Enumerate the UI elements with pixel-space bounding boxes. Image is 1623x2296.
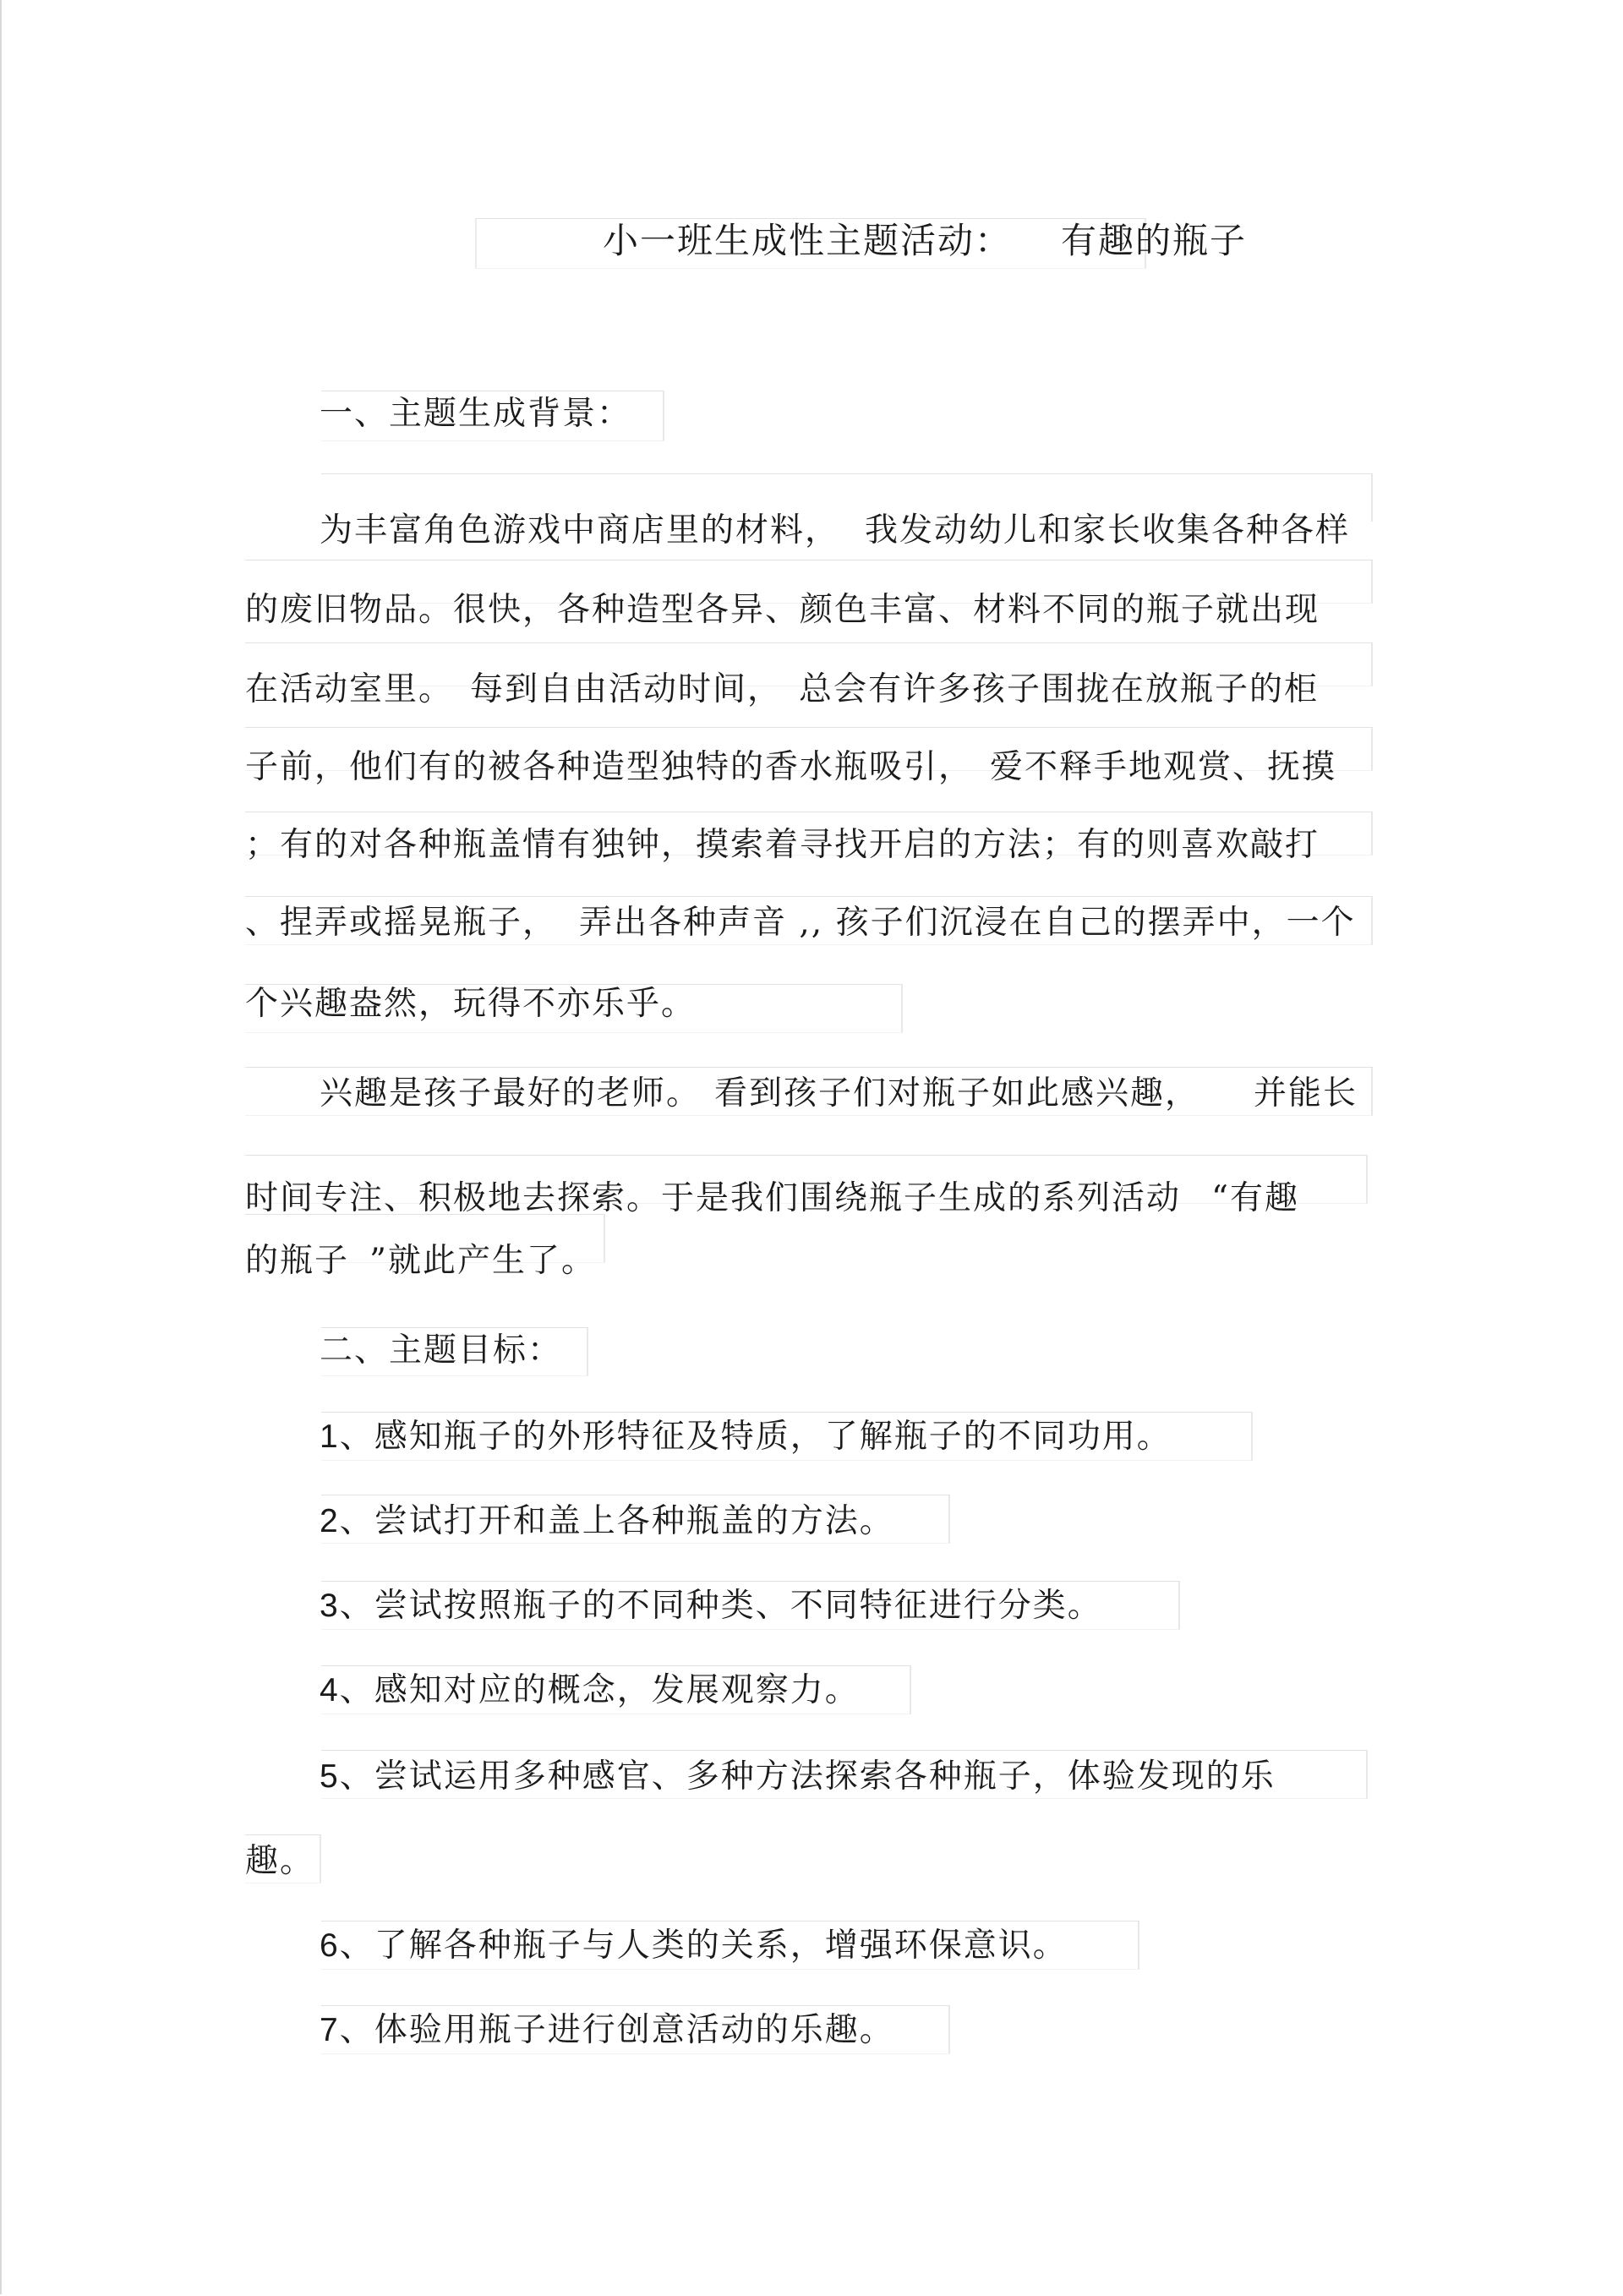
- goal-item: 4、感知对应的概念，发展观察力。: [320, 1671, 860, 1709]
- section2-heading: 二、主题目标：: [320, 1331, 563, 1369]
- paragraph-line: 个兴趣盎然，玩得不亦乐乎。: [245, 985, 697, 1023]
- goal-number: 3: [320, 1588, 338, 1624]
- goal-continuation: 趣。: [245, 1842, 315, 1880]
- goal-item: 6、了解各种瓶子与人类的关系，增强环保意识。: [320, 1927, 1068, 1965]
- goal-number: 6: [320, 1927, 338, 1964]
- goal-item: 3、尝试按照瓶子的不同种类、不同特征进行分类。: [320, 1587, 1102, 1625]
- goal-item: 7、体验用瓶子进行创意活动的乐趣。: [320, 2011, 894, 2049]
- goal-item: 2、尝试打开和盖上各种瓶盖的方法。: [320, 1502, 894, 1540]
- paragraph-line: 的废旧物品。很快，各种造型各异、颜色丰富、材料不同的瓶子就出现: [245, 591, 1320, 629]
- section1-heading: 一、主题生成背景：: [320, 395, 632, 433]
- paragraph-line: 、捏弄或摇晃瓶子， 弄出各种声音 ,, 孩子们沉浸在自己的摆弄中，一个: [245, 904, 1356, 942]
- paragraph-line: ；有的对各种瓶盖情有独钟，摸索着寻找开启的方法；有的则喜欢敲打: [245, 826, 1320, 864]
- paragraph-line: 的瓶子 ”就此产生了。: [245, 1242, 596, 1280]
- paragraph-line: 为丰富角色游戏中商店里的材料， 我发动幼儿和家长收集各种各样: [320, 511, 1351, 549]
- page-title: [603, 216, 1247, 266]
- goal-item: 1、感知瓶子的外形特征及特质，了解瓶子的不同功用。: [320, 1418, 1172, 1456]
- paragraph-line: 时间专注、积极地去探索。于是我们围绕瓶子生成的系列活动 “有趣: [245, 1179, 1299, 1217]
- paragraph-line: 在活动室里。 每到自由活动时间， 总会有许多孩子围拢在放瓶子的柜: [245, 670, 1320, 708]
- title-left: 小一班生成性主题活动：: [603, 220, 1013, 261]
- goal-number: 4: [320, 1672, 338, 1708]
- paragraph-line: 兴趣是孩子最好的老师。 看到孩子们对瓶子如此感兴趣， 并能长: [320, 1074, 1358, 1112]
- goal-number: 1: [320, 1419, 338, 1455]
- goal-number: 2: [320, 1503, 338, 1539]
- goal-item: 5、尝试运用多种感官、多种方法探索各种瓶子，体验发现的乐: [320, 1758, 1276, 1796]
- goal-number: 7: [320, 2012, 338, 2048]
- paragraph-line: 子前，他们有的被各种造型独特的香水瓶吸引， 爱不释手地观赏、抚摸: [245, 748, 1337, 786]
- title-right: 有趣的瓶子: [1061, 220, 1248, 261]
- goal-number: 5: [320, 1758, 338, 1795]
